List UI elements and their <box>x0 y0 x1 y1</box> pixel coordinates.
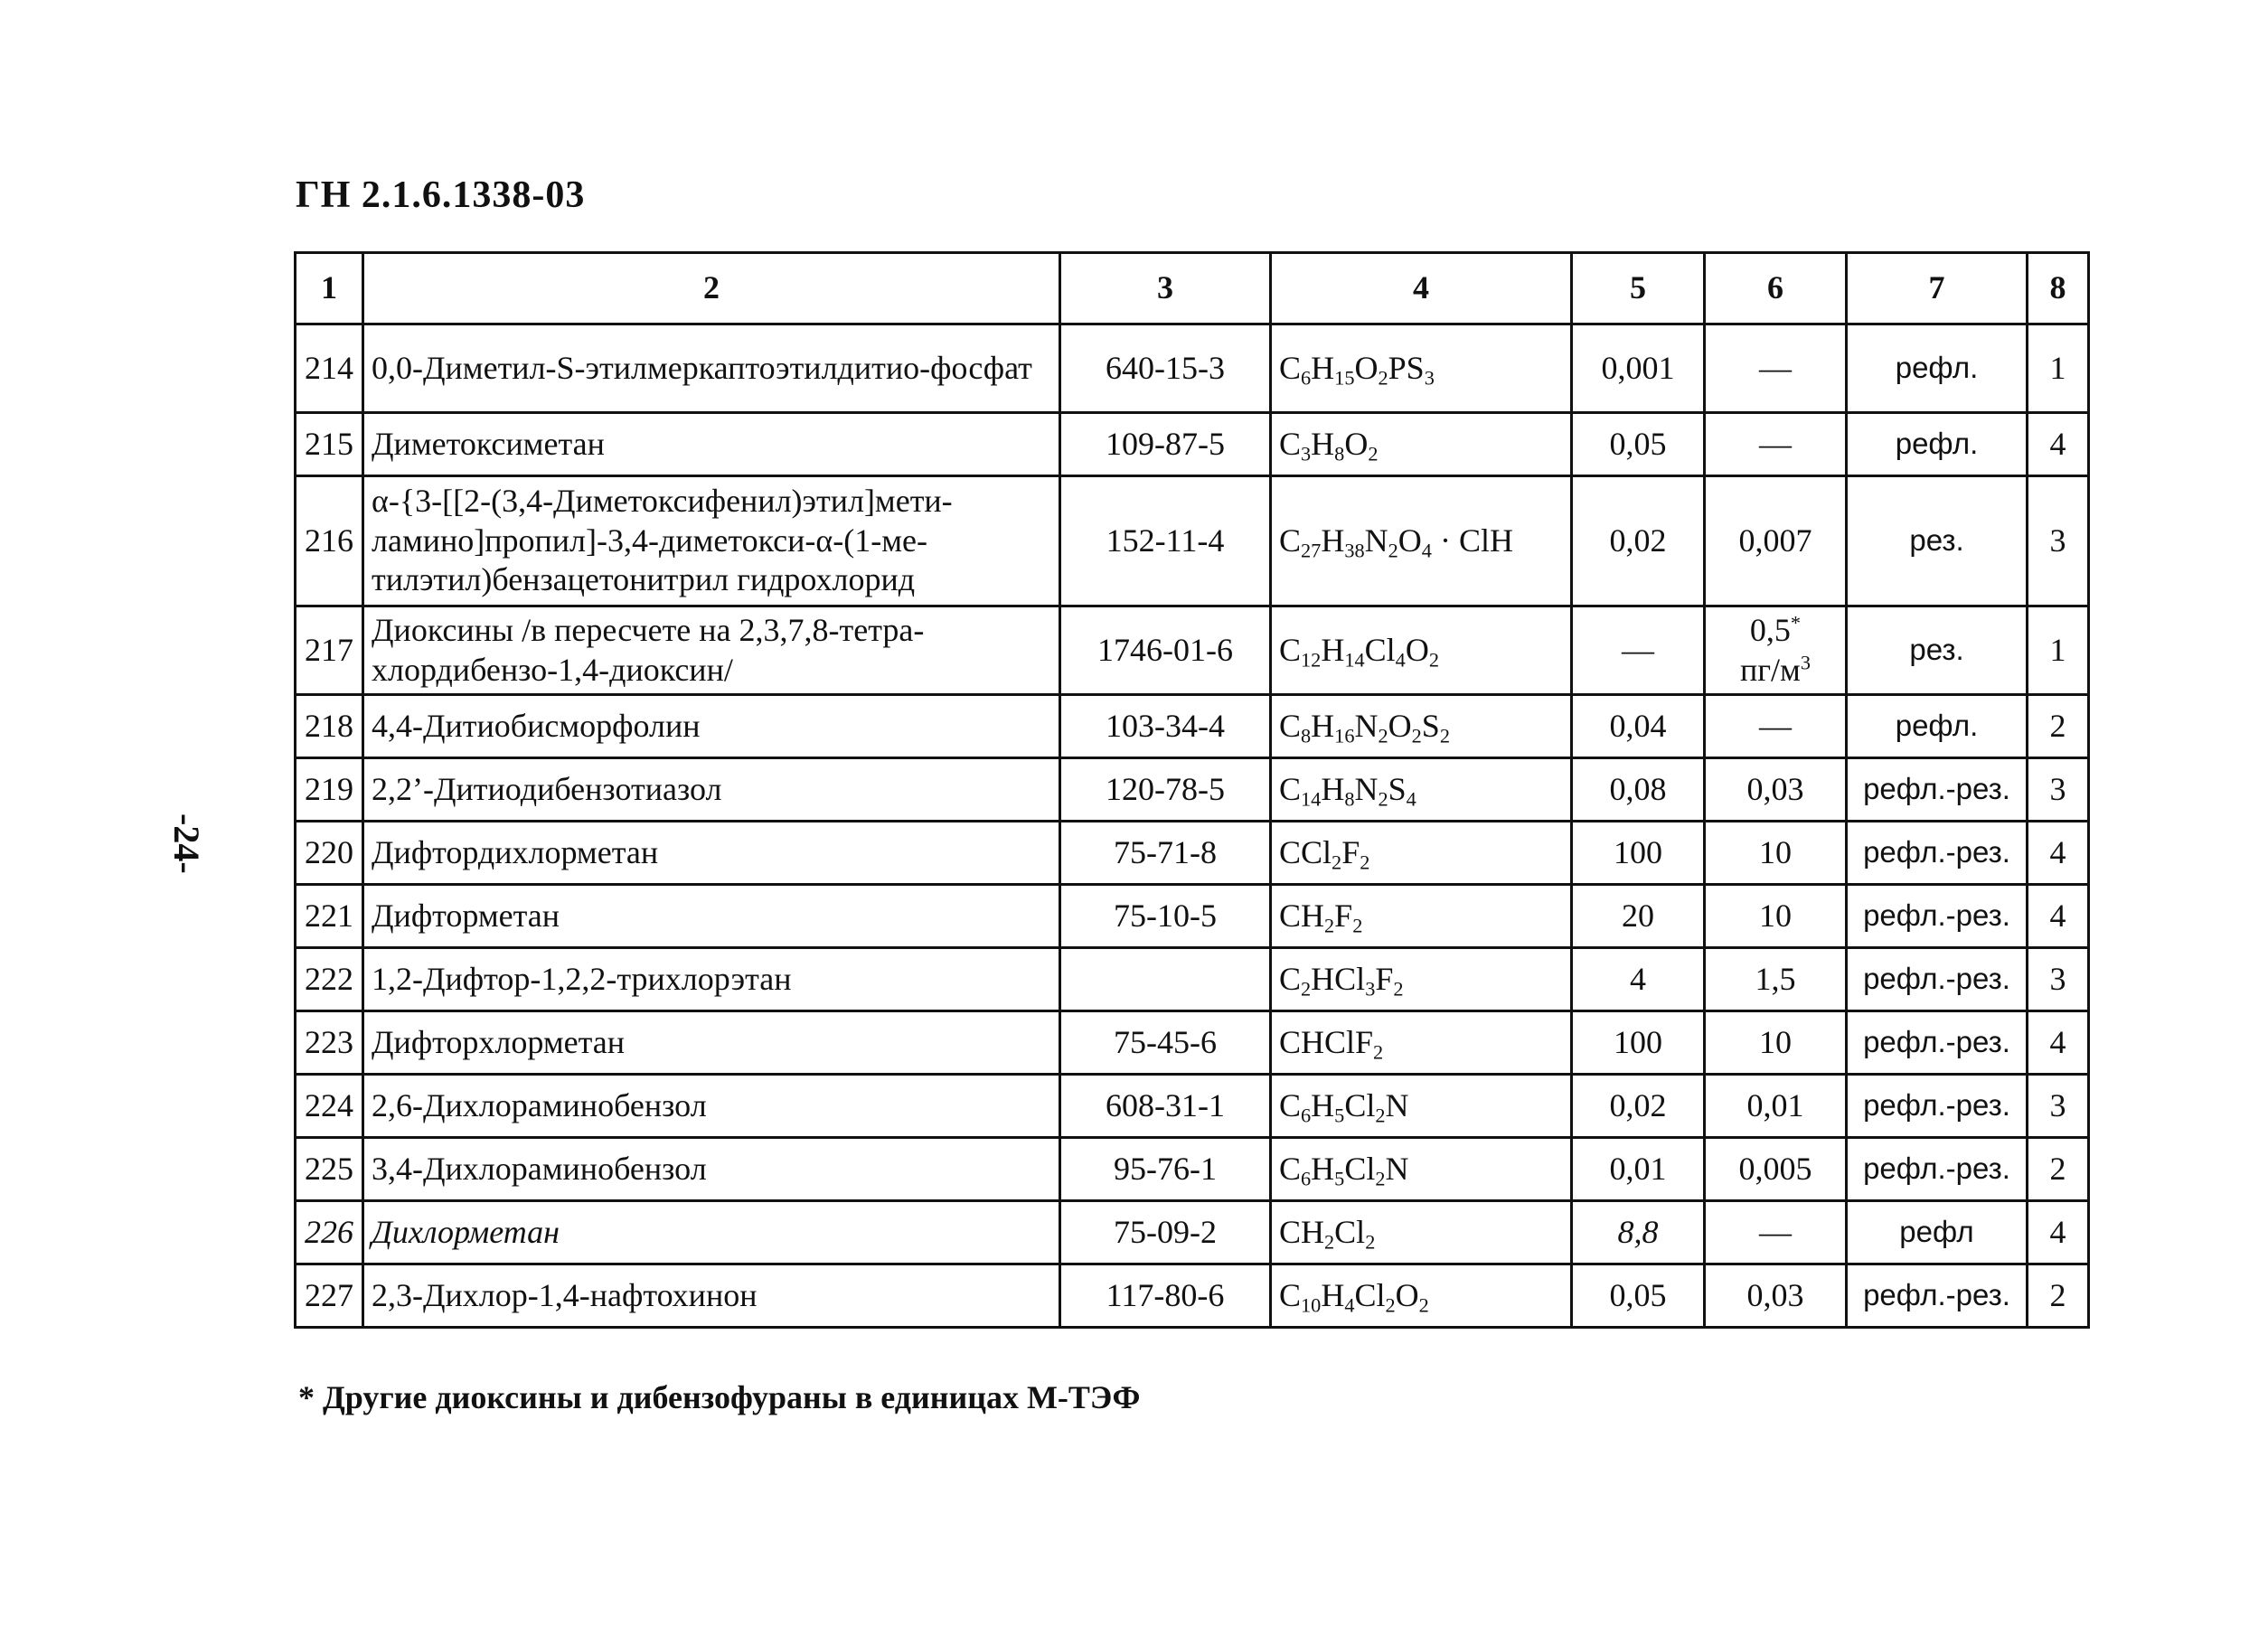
cas-number: 120-78-5 <box>1060 758 1271 822</box>
value-col-5: 8,8 <box>1572 1201 1705 1264</box>
table-row <box>296 1075 2089 1138</box>
table-row <box>296 324 2089 413</box>
value-col-5: 0,04 <box>1572 695 1705 758</box>
value-col-6: 0,03 <box>1705 758 1847 822</box>
cas-number: 608-31-1 <box>1060 1075 1271 1138</box>
table-row <box>296 885 2089 948</box>
value-col-6: 0,005 <box>1705 1138 1847 1201</box>
table-row <box>296 822 2089 885</box>
value-col-5: — <box>1572 606 1705 695</box>
value-col-5: 100 <box>1572 1011 1705 1075</box>
action-type: рефл.-рез. <box>1847 822 2028 885</box>
value-col-6: 10 <box>1705 822 1847 885</box>
chemical-formula: $C_6H_5Cl_2N$ <box>1271 1138 1572 1201</box>
table-row <box>296 1264 2089 1328</box>
substance-name: Дифторметан <box>363 885 1060 948</box>
column-header: 7 <box>1847 253 2028 324</box>
value-col-6: — <box>1705 695 1847 758</box>
action-type: рефл.-рез. <box>1847 1011 2028 1075</box>
hazard-class: 3 <box>2028 948 2089 1011</box>
hazard-class: 2 <box>2028 1264 2089 1328</box>
action-type: рефл.-рез. <box>1847 1138 2028 1201</box>
substance-name: 2,6-Дихлораминобензол <box>363 1075 1060 1138</box>
cas-number: 75-09-2 <box>1060 1201 1271 1264</box>
cas-number <box>1060 948 1271 1011</box>
substance-name: Дифтордихлорметан <box>363 822 1060 885</box>
row-number: 214 <box>296 324 363 413</box>
value-col-5: 0,08 <box>1572 758 1705 822</box>
table-row <box>296 606 2089 695</box>
chemical-formula: $C_{12}H_{14}Cl_4O_2$ <box>1271 606 1572 695</box>
value-col-5: 0,01 <box>1572 1138 1705 1201</box>
value-col-6: 10 <box>1705 1011 1847 1075</box>
value-col-5: 100 <box>1572 822 1705 885</box>
value-col-6: 0,5* $пг/м^3$ <box>1705 606 1847 695</box>
document-code: ГН 2.1.6.1338-03 <box>296 174 586 216</box>
cas-number: 75-10-5 <box>1060 885 1271 948</box>
hazard-class: 2 <box>2028 695 2089 758</box>
value-col-5: 4 <box>1572 948 1705 1011</box>
cas-number: 640-15-3 <box>1060 324 1271 413</box>
chemical-formula: $C_6H_{15}O_2PS_3$ <box>1271 324 1572 413</box>
table-row <box>296 695 2089 758</box>
cas-number: 152-11-4 <box>1060 476 1271 606</box>
cas-number: 95-76-1 <box>1060 1138 1271 1201</box>
table-row <box>296 413 2089 476</box>
hazard-class: 1 <box>2028 606 2089 695</box>
action-type: рефл.-рез. <box>1847 1264 2028 1328</box>
chemical-formula: $C_{14}H_8N_2S_4$ <box>1271 758 1572 822</box>
chemical-formula: CHClF$_2$ <box>1271 1011 1572 1075</box>
value-col-6: 1,5 <box>1705 948 1847 1011</box>
column-header: 3 <box>1060 253 1271 324</box>
hazard-class: 4 <box>2028 413 2089 476</box>
action-type: рефл.-рез. <box>1847 1075 2028 1138</box>
value-col-6: 0,03 <box>1705 1264 1847 1328</box>
value-col-6: — <box>1705 324 1847 413</box>
chemical-formula: $C_{27}H_{38}N_2O_4$ · ClH <box>1271 476 1572 606</box>
action-type: рефл. <box>1847 324 2028 413</box>
substance-name: Дихлорметан <box>363 1201 1060 1264</box>
action-type: рефл. <box>1847 695 2028 758</box>
column-header: 1 <box>296 253 363 324</box>
table-row <box>296 758 2089 822</box>
cas-number: 109-87-5 <box>1060 413 1271 476</box>
column-header: 4 <box>1271 253 1572 324</box>
value-col-5: 0,05 <box>1572 1264 1705 1328</box>
column-header: 5 <box>1572 253 1705 324</box>
substance-name: 2,3-Дихлор-1,4-нафтохинон <box>363 1264 1060 1328</box>
row-number: 219 <box>296 758 363 822</box>
value-col-6: — <box>1705 413 1847 476</box>
value-col-5: 0,05 <box>1572 413 1705 476</box>
action-type: рефл.-рез. <box>1847 885 2028 948</box>
row-number: 215 <box>296 413 363 476</box>
column-header: 2 <box>363 253 1060 324</box>
substance-name: 4,4-Дитиобисморфолин <box>363 695 1060 758</box>
substance-name: 1,2-Дифтор-1,2,2-трихлорэтан <box>363 948 1060 1011</box>
hazard-class: 4 <box>2028 822 2089 885</box>
chemical-formula: $CCl_2F_2$ <box>1271 822 1572 885</box>
value-col-5: 0,02 <box>1572 476 1705 606</box>
action-type: рез. <box>1847 476 2028 606</box>
chemical-formula: $CH_2Cl_2$ <box>1271 1201 1572 1264</box>
row-number: 227 <box>296 1264 363 1328</box>
substance-name: Диметоксиметан <box>363 413 1060 476</box>
action-type: рефл.-рез. <box>1847 948 2028 1011</box>
cas-number: 75-71-8 <box>1060 822 1271 885</box>
hazard-class: 2 <box>2028 1138 2089 1201</box>
cas-number: 75-45-6 <box>1060 1011 1271 1075</box>
page-number: -24- <box>166 813 207 874</box>
substances-table <box>294 251 2090 1329</box>
value-col-5: 0,001 <box>1572 324 1705 413</box>
row-number: 216 <box>296 476 363 606</box>
row-number: 223 <box>296 1011 363 1075</box>
table-row <box>296 1201 2089 1264</box>
substance-name: 0,0-Диметил-S-этилмеркаптоэтилдитио-фосфат <box>363 324 1060 413</box>
table-body <box>296 324 2089 1328</box>
row-number: 217 <box>296 606 363 695</box>
table-header-row <box>296 253 2089 324</box>
hazard-class: 3 <box>2028 758 2089 822</box>
substance-name: 3,4-Дихлораминобензол <box>363 1138 1060 1201</box>
action-type: рефл.-рез. <box>1847 758 2028 822</box>
substance-name: Дифторхлорметан <box>363 1011 1060 1075</box>
action-type: рефл <box>1847 1201 2028 1264</box>
value-col-6: 0,01 <box>1705 1075 1847 1138</box>
action-type: рефл. <box>1847 413 2028 476</box>
cas-number: 103-34-4 <box>1060 695 1271 758</box>
hazard-class: 1 <box>2028 324 2089 413</box>
value-col-5: 0,02 <box>1572 1075 1705 1138</box>
action-type: рез. <box>1847 606 2028 695</box>
table-row <box>296 948 2089 1011</box>
substance-name: Диоксины /в пересчете на 2,3,7,8-тетра-хлордибензо-1,4-диоксин/ <box>363 606 1060 695</box>
chemical-formula: $C_3H_8O_2$ <box>1271 413 1572 476</box>
table-row <box>296 476 2089 606</box>
substance-name: 2,2’-Дитиодибензотиазол <box>363 758 1060 822</box>
chemical-formula: $CH_2F_2$ <box>1271 885 1572 948</box>
footnote: * Другие диоксины и дибензофураны в единицах М-ТЭФ <box>298 1379 1141 1415</box>
row-number: 218 <box>296 695 363 758</box>
hazard-class: 4 <box>2028 1011 2089 1075</box>
hazard-class: 4 <box>2028 885 2089 948</box>
hazard-class: 3 <box>2028 476 2089 606</box>
value-col-6: 0,007 <box>1705 476 1847 606</box>
cas-number: 1746-01-6 <box>1060 606 1271 695</box>
hazard-class: 3 <box>2028 1075 2089 1138</box>
row-number: 220 <box>296 822 363 885</box>
table-row <box>296 1011 2089 1075</box>
value-col-6: — <box>1705 1201 1847 1264</box>
column-header: 6 <box>1705 253 1847 324</box>
substance-name: α-{3-[[2-(3,4-Диметоксифенил)этил]мети-ламино]пропил]-3,4-диметокси-α-(1-ме-тилэтил)бензацетонитрил гидрохлорид <box>363 476 1060 606</box>
cas-number: 117-80-6 <box>1060 1264 1271 1328</box>
value-col-6: 10 <box>1705 885 1847 948</box>
chemical-formula: $C_6H_5Cl_2N$ <box>1271 1075 1572 1138</box>
chemical-formula: $C_8H_{16}N_2O_2S_2$ <box>1271 695 1572 758</box>
row-number: 221 <box>296 885 363 948</box>
row-number: 224 <box>296 1075 363 1138</box>
hazard-class: 4 <box>2028 1201 2089 1264</box>
chemical-formula: $C_{10}H_4Cl_2O_2$ <box>1271 1264 1572 1328</box>
value-col-5: 20 <box>1572 885 1705 948</box>
row-number: 225 <box>296 1138 363 1201</box>
column-header: 8 <box>2028 253 2089 324</box>
row-number: 222 <box>296 948 363 1011</box>
chemical-formula: $C_2HCl_3F_2$ <box>1271 948 1572 1011</box>
table-row <box>296 1138 2089 1201</box>
row-number: 226 <box>296 1201 363 1264</box>
